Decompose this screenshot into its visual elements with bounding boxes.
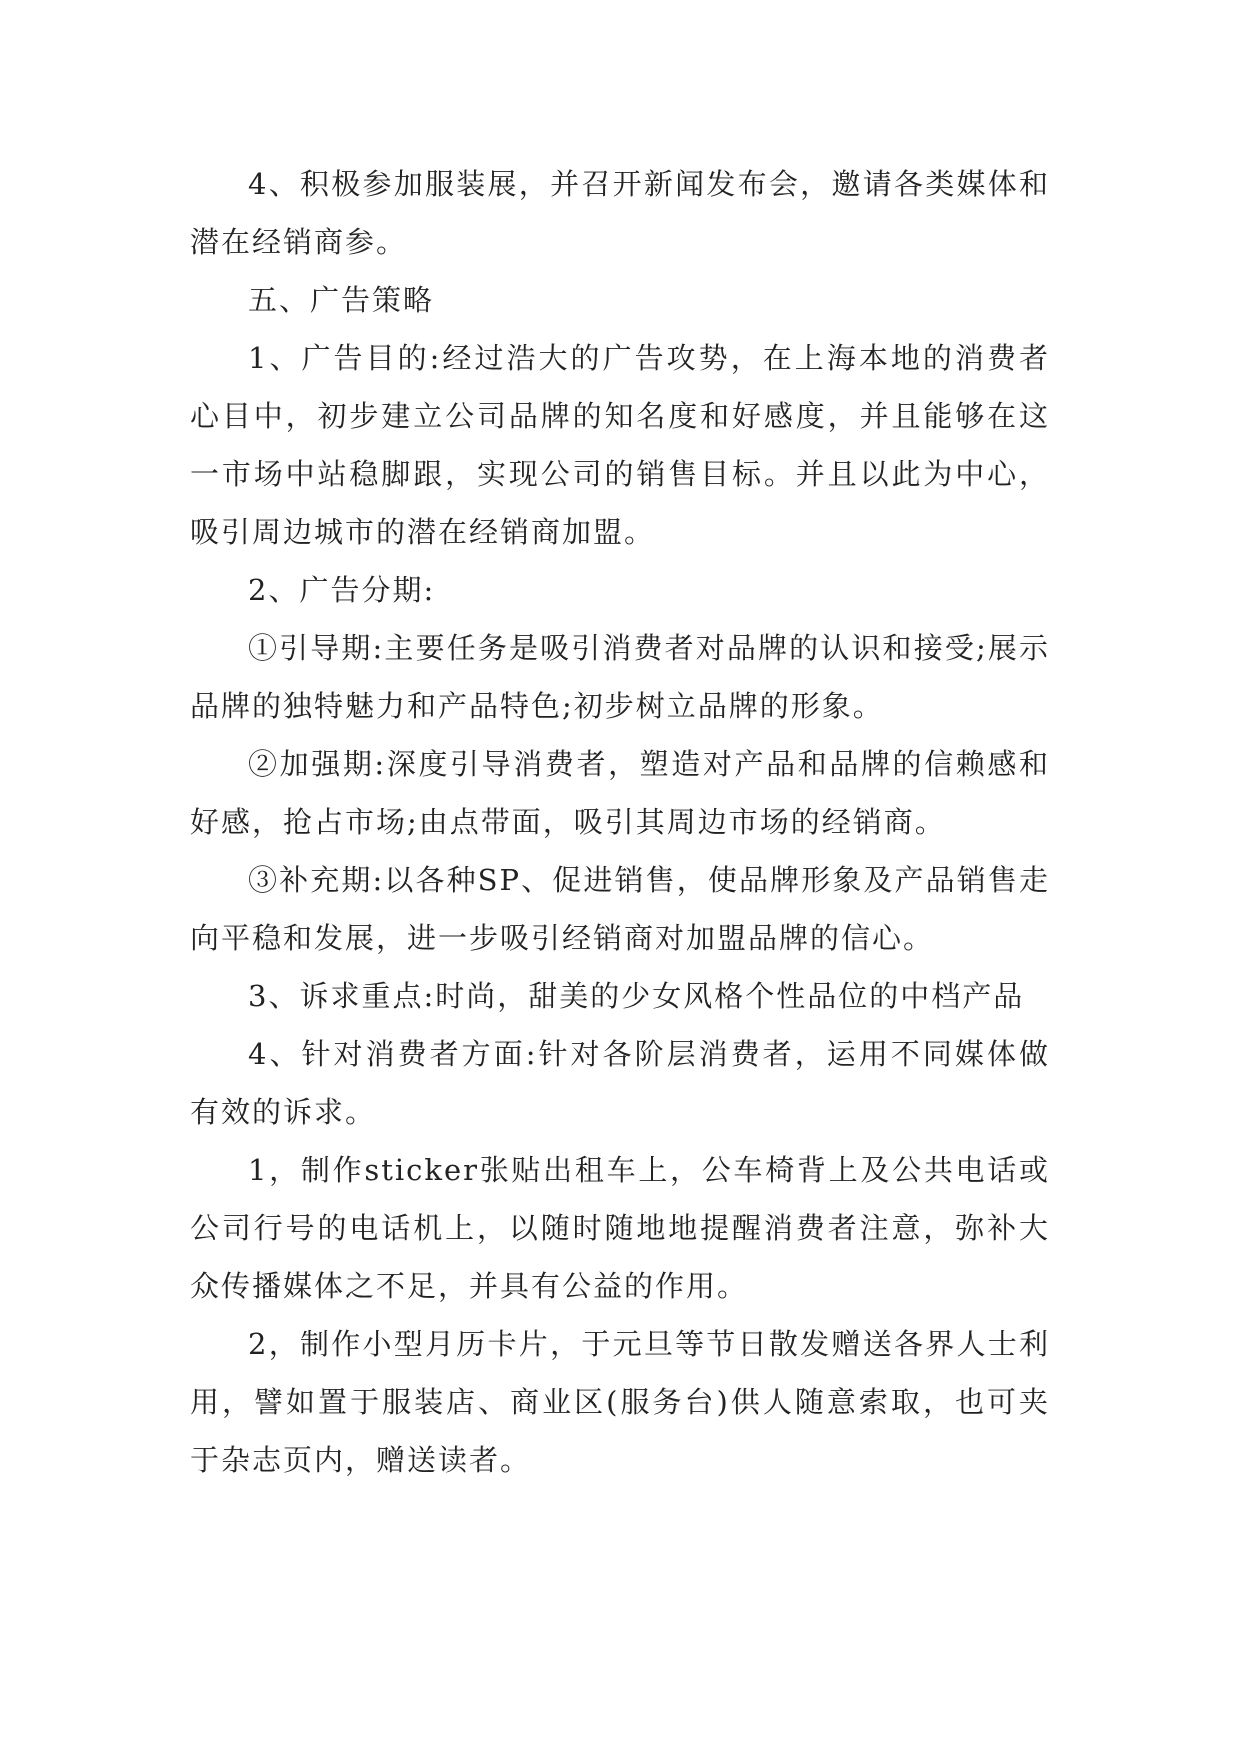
paragraph-appeal-focus: 3、诉求重点:时尚，甜美的少女风格个性品位的中档产品 <box>248 979 1025 1013</box>
paragraph-calendar-card: 2，制作小型月历卡片，于元旦等节日散发赠送各界人士利用，譬如置于服装店、商业区(服务台)供人随意索取，也可夹于杂志页内，赠送读者。 <box>190 1327 1050 1477</box>
paragraph-exhibition: 4、积极参加服装展，并召开新闻发布会，邀请各类媒体和潜在经销商参。 <box>190 167 1050 259</box>
paragraph-phase-supplement: ③补充期:以各种SP、促进销售，使品牌形象及产品销售走向平稳和发展，进一步吸引经销商对加盟品牌的信心。 <box>190 863 1050 955</box>
paragraph-ad-phases: 2、广告分期: <box>248 573 436 607</box>
paragraph-sticker: 1，制作sticker张贴出租车上，公车椅背上及公共电话或公司行号的电话机上，以随时随地地提醒消费者注意，弥补大众传播媒体之不足，并具有公益的作用。 <box>190 1153 1050 1303</box>
paragraph-ad-goal: 1、广告目的:经过浩大的广告攻势，在上海本地的消费者心目中，初步建立公司品牌的知名度和好感度，并且能够在这一市场中站稳脚跟，实现公司的销售目标。并且以此为中心，吸引周边城市的潜在经销商加盟。 <box>190 341 1050 549</box>
paragraph-phase-guide: ①引导期:主要任务是吸引消费者对品牌的认识和接受;展示品牌的独特魅力和产品特色;初步树立品牌的形象。 <box>190 631 1050 723</box>
document-body <box>190 155 1050 1489</box>
paragraph-phase-strengthen: ②加强期:深度引导消费者，塑造对产品和品牌的信赖感和好感，抢占市场;由点带面，吸引其周边市场的经销商。 <box>190 747 1050 839</box>
paragraph-consumer-aspect: 4、针对消费者方面:针对各阶层消费者，运用不同媒体做有效的诉求。 <box>190 1037 1050 1129</box>
section-heading-ad-strategy: 五、广告策略 <box>248 283 435 317</box>
